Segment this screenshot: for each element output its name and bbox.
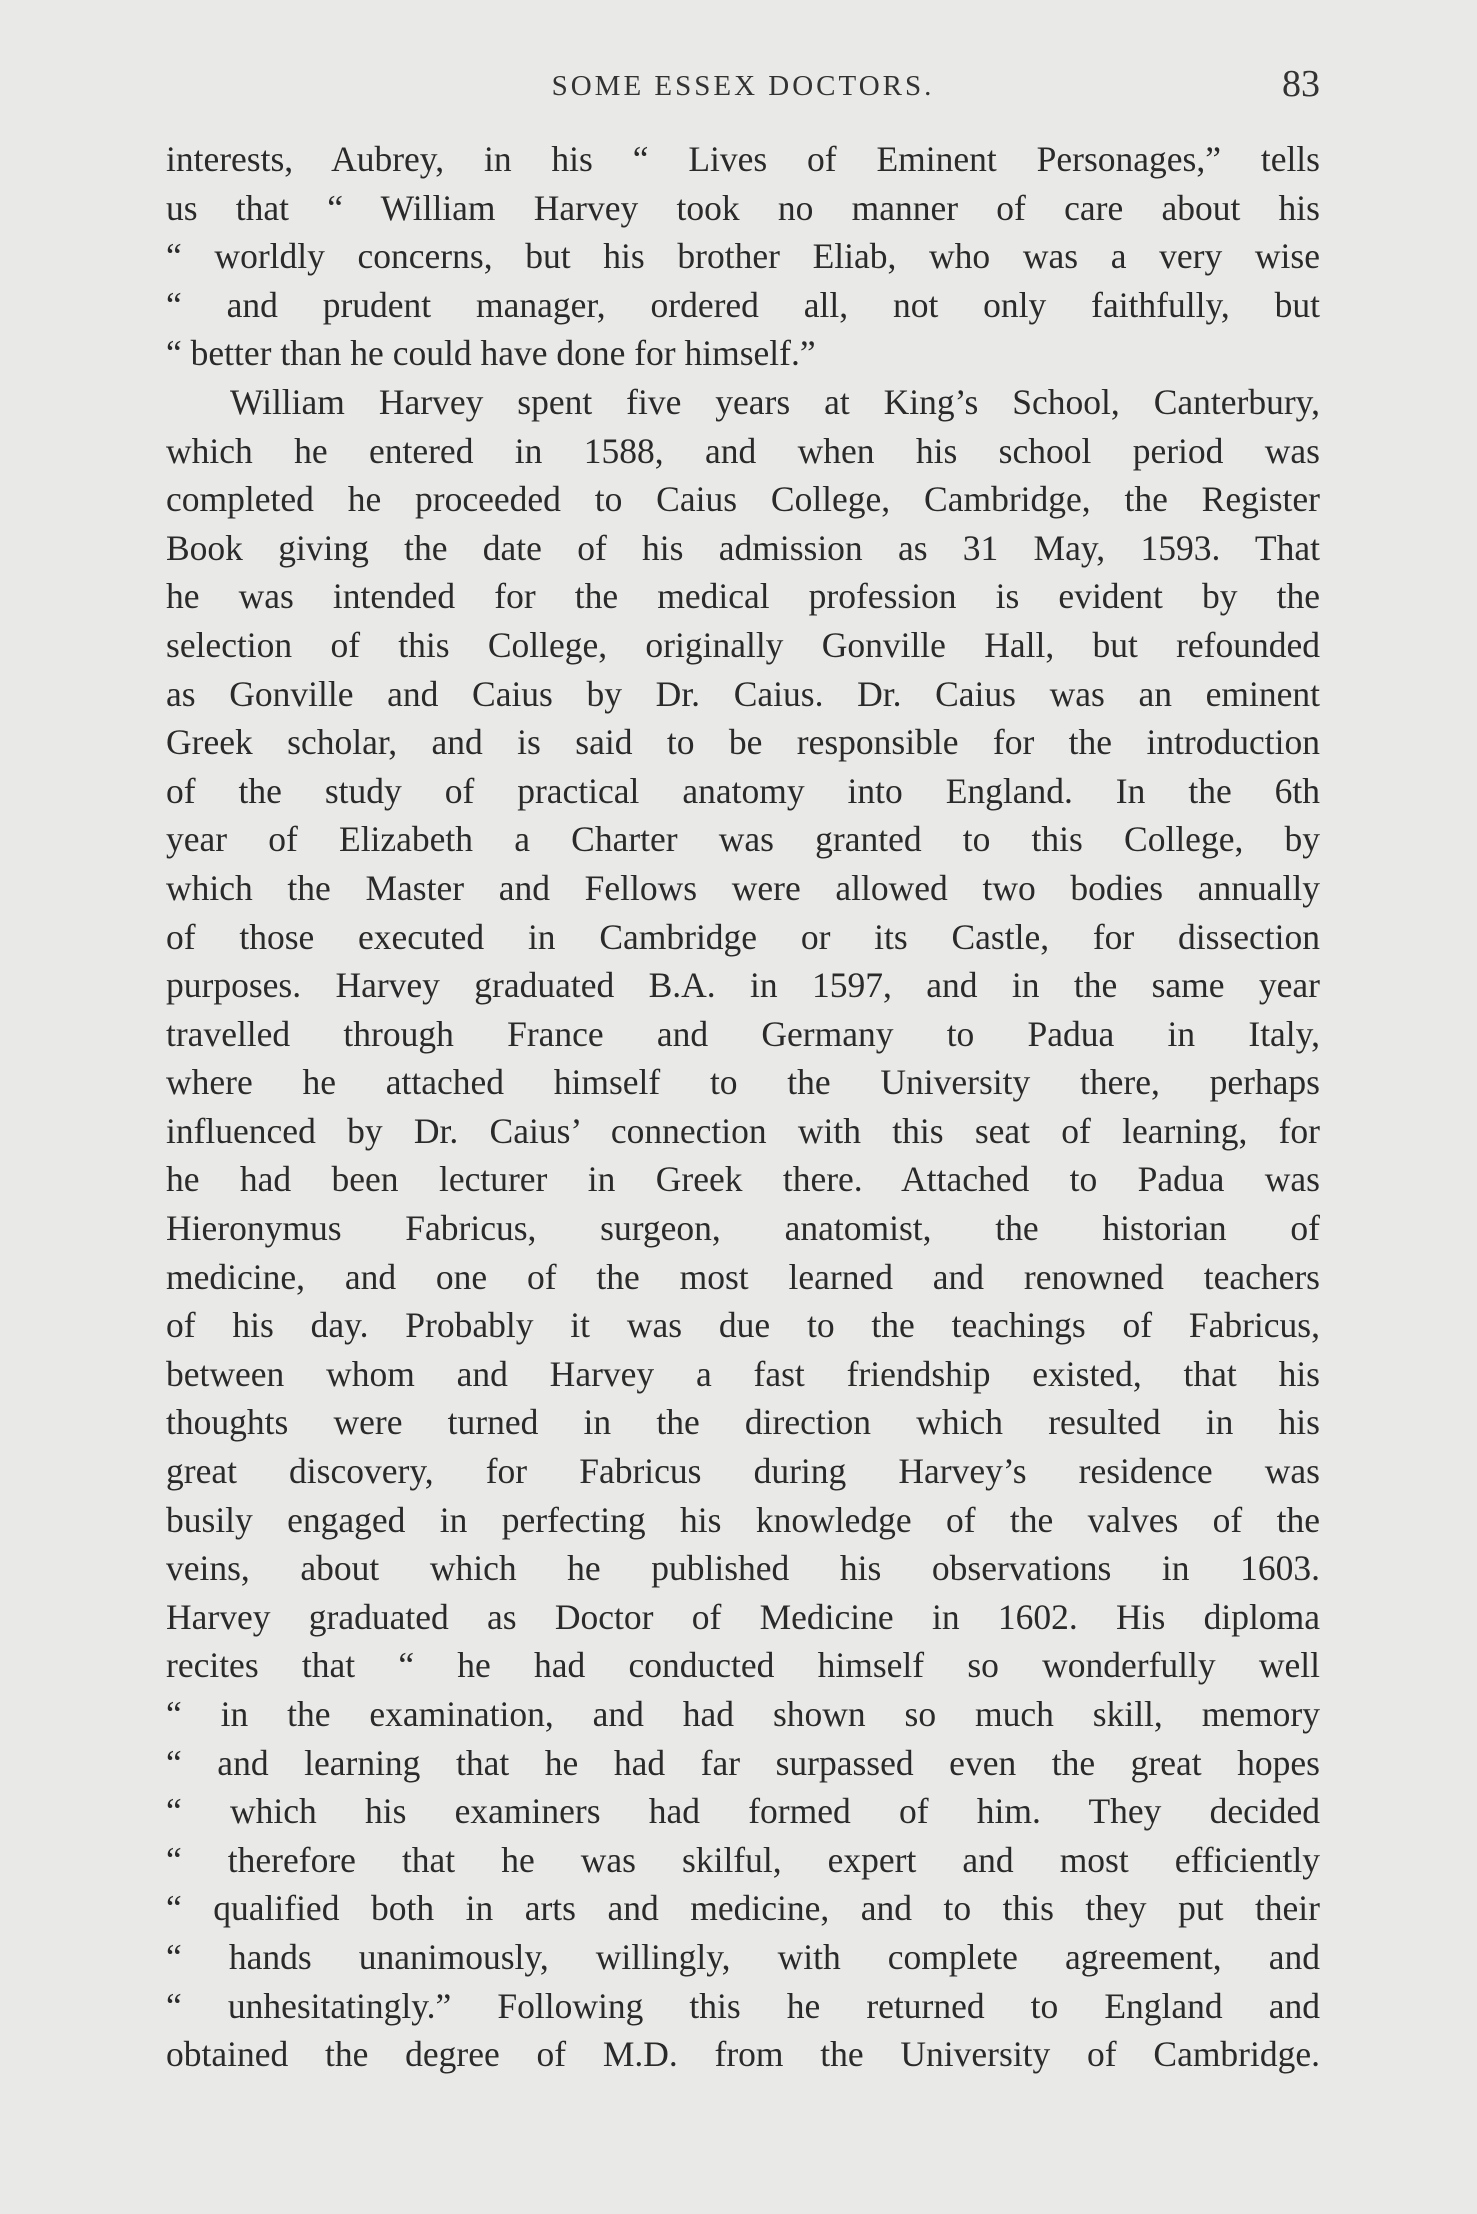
text-line: “ and learning that he had far surpassed even the great hopes — [166, 1742, 1320, 1783]
text-line: us that “ William Harvey took no manner of care about his — [166, 187, 1320, 228]
text-line: which he entered in 1588, and when his school period was — [166, 430, 1320, 471]
text-line: “ worldly concerns, but his brother Eliab, who was a very wise — [166, 236, 1320, 277]
text-line: “ unhesitatingly.” Following this he returned to England and — [166, 1985, 1320, 2026]
text-line: veins, about which he published his observations in 1603. — [166, 1548, 1320, 1589]
text-line: Hieronymus Fabricus, surgeon, anatomist, the historian of — [166, 1208, 1320, 1249]
text-line: year of Elizabeth a Charter was granted to this College, by — [166, 819, 1320, 860]
text-line: interests, Aubrey, in his “ Lives of Eminent Personages,” tells — [166, 139, 1320, 179]
text-line: influenced by Dr. Caius’ connection with this seat of learning, for — [166, 1110, 1320, 1151]
text-line: “ better than he could have done for himself.” — [166, 333, 816, 374]
text-line: “ in the examination, and had shown so much skill, memory — [166, 1694, 1320, 1734]
text-line: he had been lecturer in Greek there. Attached to Padua was — [166, 1159, 1320, 1200]
text-line: Greek scholar, and is said to be responsible for the introduction — [166, 722, 1320, 763]
text-line: purposes. Harvey graduated B.A. in 1597, and in the same year — [166, 965, 1320, 1006]
text-line: as Gonville and Caius by Dr. Caius. Dr. Caius was an eminent — [166, 673, 1320, 714]
running-title: SOME ESSEX DOCTORS. — [551, 70, 935, 102]
text-line: Harvey graduated as Doctor of Medicine in 1602. His diploma — [166, 1596, 1320, 1637]
text-line: he was intended for the medical profession is evident by the — [166, 576, 1320, 617]
text-line: “ qualified both in arts and medicine, and to this they put their — [166, 1888, 1320, 1929]
text-line: of his day. Probably it was due to the teachings of Fabricus, — [166, 1305, 1320, 1346]
text-line: recites that “ he had conducted himself so wonderfully well — [166, 1645, 1320, 1686]
text-line: “ and prudent manager, ordered all, not only faithfully, but — [166, 284, 1320, 325]
text-line: thoughts were turned in the direction which resulted in his — [166, 1402, 1320, 1443]
text-line: selection of this College, originally Gonville Hall, but refounded — [166, 624, 1320, 665]
text-line: William Harvey spent five years at King’s School, Canterbury, — [230, 381, 1320, 422]
text-line: obtained the degree of M.D. from the University of Cambridge. — [166, 2034, 1320, 2075]
text-line: of the study of practical anatomy into England. In the 6th — [166, 770, 1320, 811]
text-line: completed he proceeded to Caius College, Cambridge, the Register — [166, 479, 1320, 520]
text-line: between whom and Harvey a fast friendship existed, that his — [166, 1353, 1320, 1394]
text-line: “ which his examiners had formed of him. They decided — [166, 1791, 1320, 1832]
text-line: medicine, and one of the most learned and renowned teachers — [166, 1256, 1320, 1297]
text-line: “ therefore that he was skilful, expert and most efficiently — [166, 1839, 1320, 1880]
text-line: which the Master and Fellows were allowed two bodies annually — [166, 867, 1320, 908]
text-line: Book giving the date of his admission as 31 May, 1593. That — [166, 527, 1320, 568]
text-line: great discovery, for Fabricus during Harvey’s residence was — [166, 1451, 1320, 1492]
running-head — [166, 62, 1320, 112]
text-line: “ hands unanimously, willingly, with complete agreement, and — [166, 1936, 1320, 1977]
text-line: busily engaged in perfecting his knowledge of the valves of the — [166, 1499, 1320, 1540]
text-line: where he attached himself to the University there, perhaps — [166, 1062, 1320, 1103]
text-line: of those executed in Cambridge or its Castle, for dissection — [166, 916, 1320, 957]
page-number: 83 — [1282, 63, 1320, 105]
body-text — [166, 135, 1320, 2079]
text-line: travelled through France and Germany to Padua in Italy, — [166, 1013, 1320, 1054]
